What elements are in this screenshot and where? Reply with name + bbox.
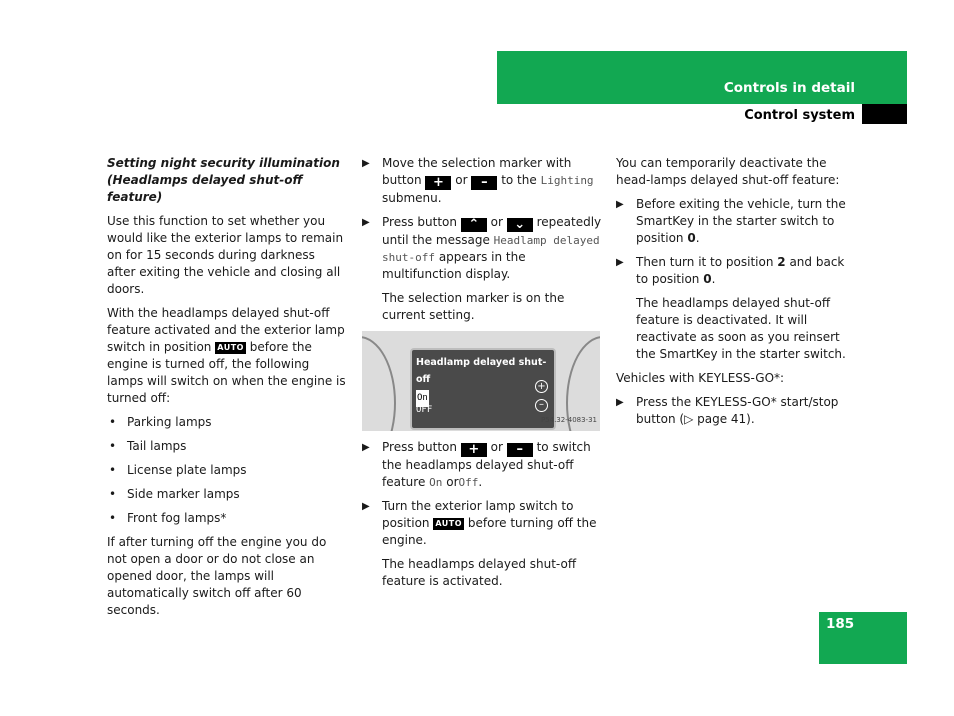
step-turn-key — [616, 196, 856, 247]
activation-paragraph — [107, 305, 347, 407]
step-turn-back — [616, 254, 856, 288]
multifunction-display — [410, 348, 556, 430]
list-item: • Parking lamps — [107, 414, 347, 431]
display-text: Headlamp delayed shut-off — [382, 234, 600, 264]
step-text: submenu. — [382, 191, 442, 205]
arrow-bullet-icon: ▶ — [616, 257, 624, 268]
step-text: and back to position — [636, 255, 845, 286]
gauge-left — [362, 336, 396, 431]
list-item: • Side marker lamps — [107, 486, 347, 503]
step-text: . — [711, 272, 716, 286]
step-text: appears in the multifunction display. — [382, 250, 526, 281]
heading-line-1: Setting night security illumination — [107, 156, 340, 170]
section-title: Controls in detail — [723, 80, 855, 96]
list-item: • License plate lamps — [107, 462, 347, 479]
heading-line-2: (Headlamps delayed shut-off feature) — [107, 173, 303, 204]
column-3 — [616, 155, 856, 435]
display-figure — [362, 331, 600, 431]
position-value: 0 — [687, 231, 696, 245]
deactivated-note: The headlamps delayed shut-off feature is deactivated. It will reactivate as soon as you reinsert the SmartKey in the starter switch. — [636, 296, 846, 361]
display-option-off: OFF — [416, 405, 433, 415]
arrow-bullet-icon: ▶ — [362, 501, 370, 512]
auto-switch-icon: AUTO — [435, 519, 463, 528]
minus-circle-icon: – — [535, 399, 548, 412]
step-text: Press button — [382, 440, 457, 454]
step-text: or — [490, 215, 503, 229]
auto-off-paragraph: If after turning off the engine you do not open a door or do not close an opened door, the lamps will automatically switch off after 60 seconds. — [107, 535, 327, 617]
plus-button-icon: + — [425, 176, 451, 190]
step-keyless-go — [616, 394, 856, 428]
header-green-band — [497, 51, 907, 104]
step-text: or — [446, 475, 459, 489]
list-item: • Front fog lamps* — [107, 510, 347, 527]
activation-text-b: before the engine is turned off, the following lamps will switch on when the engine is turned off: — [107, 340, 346, 405]
page-number: 185 — [826, 616, 855, 632]
step-exterior-switch — [362, 498, 602, 549]
arrow-bullet-icon: ▶ — [362, 217, 370, 228]
step-text: before turning off the engine. — [382, 516, 597, 547]
subsection-heading — [107, 155, 347, 206]
arrow-bullet-icon: ▶ — [362, 442, 370, 453]
list-item: • Tail lamps — [107, 438, 347, 455]
step-text: or — [455, 173, 468, 187]
position-value: 2 — [777, 255, 786, 269]
deactivate-intro: You can temporarily deactivate the head-lamps delayed shut-off feature: — [616, 156, 840, 187]
column-1 — [107, 155, 347, 626]
plus-button-icon: + — [461, 443, 487, 457]
step-text: Before exiting the vehicle, turn the SmartKey in the starter switch to position — [636, 197, 846, 245]
arrow-bullet-icon: ▶ — [362, 158, 370, 169]
section-subtitle: Control system — [744, 108, 855, 123]
step-text: Move the selection marker with button — [382, 156, 572, 187]
down-button-icon: ⌄ — [507, 218, 533, 232]
column-2 — [362, 155, 602, 597]
step-toggle — [362, 439, 602, 491]
plus-circle-icon: + — [535, 380, 548, 393]
figure-code: P54.32-4083-31 — [540, 416, 597, 424]
position-value: 0 — [703, 272, 712, 286]
display-title: Headlamp delayed shut-off — [416, 357, 547, 385]
header-black-tab — [862, 104, 907, 124]
activated-note: The headlamps delayed shut-off feature is activated. — [382, 557, 577, 588]
display-option-on: On — [416, 390, 429, 407]
minus-button-icon: – — [507, 443, 533, 457]
selection-note: The selection marker is on the current setting. — [382, 291, 565, 322]
keyless-go-label: Vehicles with KEYLESS-GO*: — [616, 371, 785, 385]
step-text: repeatedly until the message — [382, 215, 602, 247]
step-text: to switch the headlamps delayed shut-off feature — [382, 440, 591, 489]
minus-button-icon: – — [471, 176, 497, 190]
display-text: On — [429, 476, 443, 489]
step-text: . — [478, 475, 483, 489]
display-text: Off — [458, 476, 479, 489]
step-text: to the — [501, 173, 537, 187]
lamp-list — [107, 414, 347, 527]
arrow-bullet-icon: ▶ — [616, 397, 624, 408]
step-text: or — [490, 440, 503, 454]
step-select-lighting — [362, 155, 602, 207]
auto-switch-icon: AUTO — [217, 343, 244, 352]
up-button-icon: ⌃ — [461, 218, 487, 232]
intro-paragraph: Use this function to set whether you would like the exterior lamps to remain on for 15 seconds during darkness after exiting the vehicle and closing all doors. — [107, 214, 344, 296]
step-text: . — [695, 231, 700, 245]
arrow-bullet-icon: ▶ — [616, 199, 624, 210]
step-text: Turn the exterior lamp switch to position — [382, 499, 574, 530]
step-text: Press button — [382, 215, 457, 229]
activation-text-a: With the headlamps delayed shut-off feature activated and the exterior lamp switch in position — [107, 306, 345, 354]
display-text: Lighting — [540, 174, 594, 187]
step-text: Then turn it to position — [636, 255, 774, 269]
step-select-message — [362, 214, 602, 283]
step-text: Press the KEYLESS-GO* start/stop button (▷ page 41). — [636, 395, 839, 426]
